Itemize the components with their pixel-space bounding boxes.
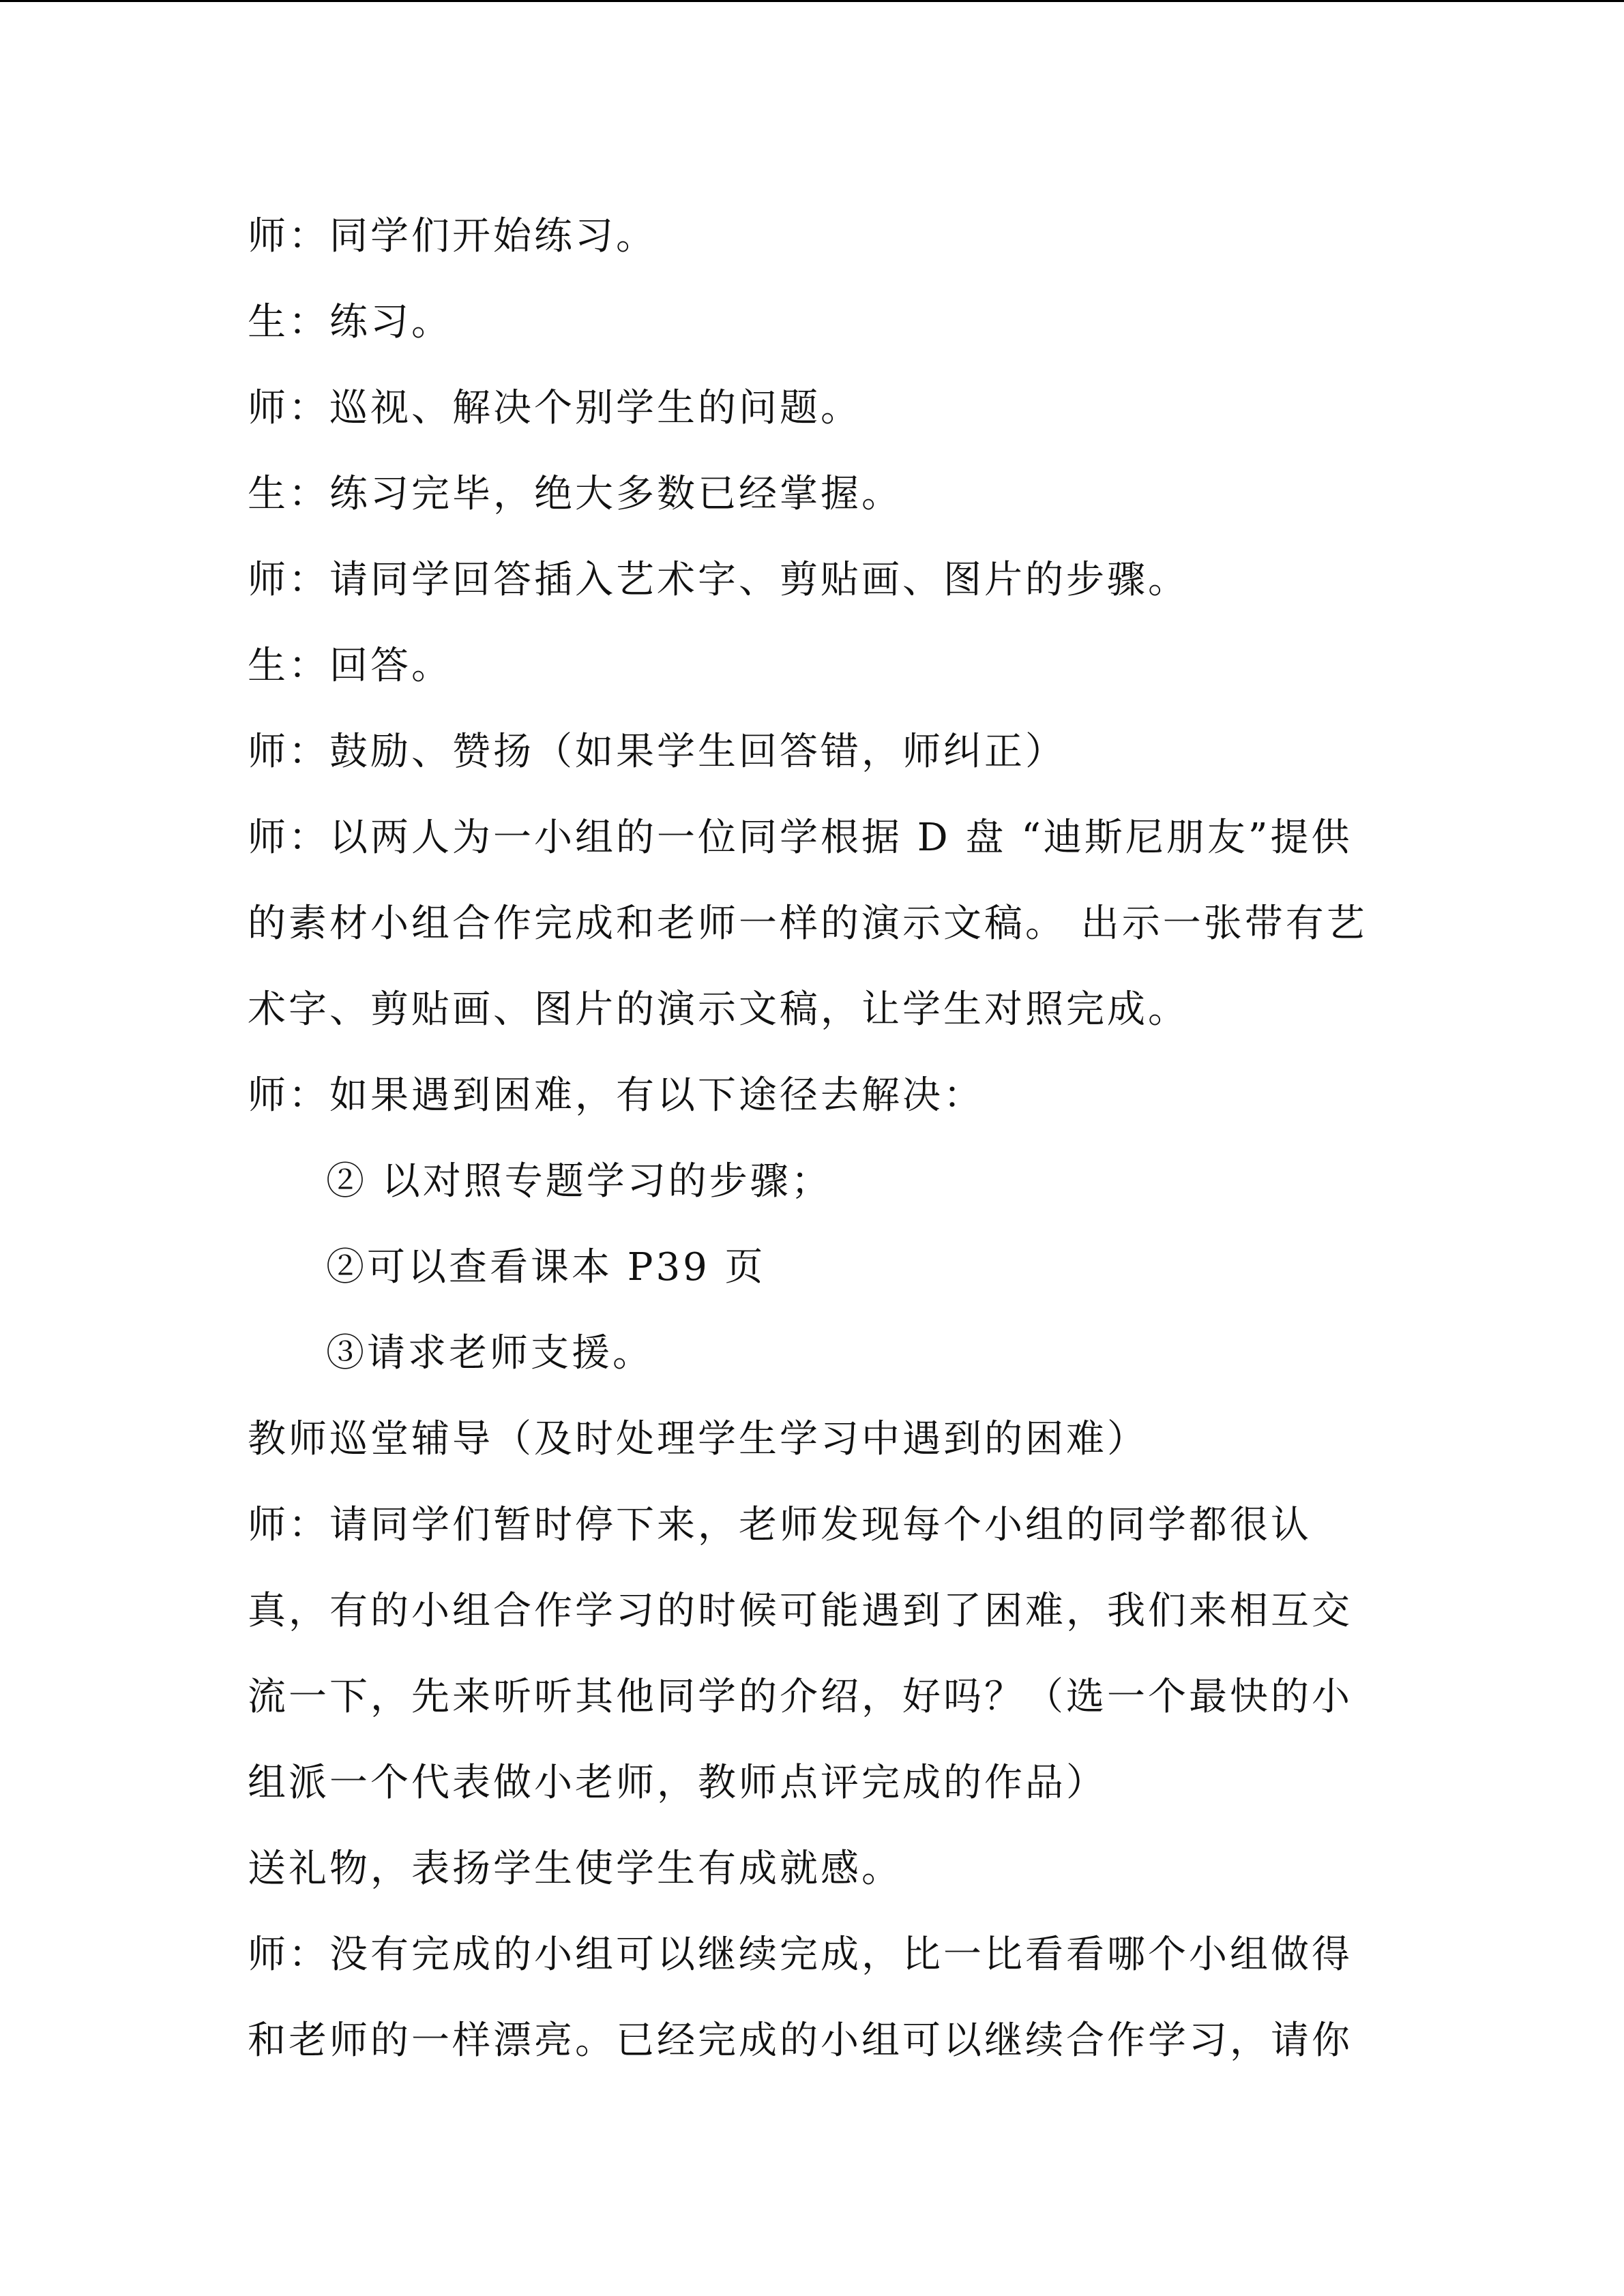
- text-line: 师：鼓励、赞扬（如果学生回答错，师纠正）: [248, 730, 1066, 774]
- text-line: 师：以两人为一小组的一位同学根据 D 盘 “迪斯尼朋友”提供: [248, 816, 1353, 860]
- text-line: 师：同学们开始练习。: [248, 214, 657, 258]
- text-line: 组派一个代表做小老师，教师点评完成的作品）: [248, 1761, 1107, 1805]
- text-line: 教师巡堂辅导（及时处理学生学习中遇到的困难）: [248, 1417, 1148, 1461]
- text-line: 和老师的一样漂亮。已经完成的小组可以继续合作学习，请你: [248, 2018, 1353, 2063]
- text-line: 送礼物，表扬学生使学生有成就感。: [248, 1847, 902, 1891]
- text-line: 生：练习完毕，绝大多数已经掌握。: [248, 472, 902, 516]
- text-line: 生：练习。: [248, 300, 452, 344]
- text-line: 师：没有完成的小组可以继续完成，比一比看看哪个小组做得: [248, 1933, 1353, 1977]
- list-item: ③请求老师支援。: [326, 1331, 653, 1375]
- text-line: 生：回答。: [248, 644, 452, 688]
- text-line: 师：请同学们暂时停下来，老师发现每个小组的同学都很认: [248, 1503, 1312, 1547]
- text-line: 师：请同学回答插入艺术字、剪贴画、图片的步骤。: [248, 558, 1189, 602]
- text-line: 师：巡视、解决个别学生的问题。: [248, 386, 861, 430]
- text-line: 流一下，先来听听其他同学的介绍，好吗？（选一个最快的小: [248, 1675, 1353, 1719]
- list-item: ②可以查看课本 P39 页: [326, 1245, 766, 1289]
- text-line: 的素材小组合作完成和老师一样的演示文稿。 出示一张带有艺: [248, 901, 1368, 946]
- text-line: 师：如果遇到困难，有以下途径去解决：: [248, 1073, 984, 1118]
- text-line: 术字、剪贴画、图片的演示文稿，让学生对照完成。: [248, 987, 1189, 1032]
- list-item: ② 以对照专题学习的步骤；: [326, 1159, 832, 1204]
- text-line: 真，有的小组合作学习的时候可能遇到了困难，我们来相互交: [248, 1589, 1353, 1633]
